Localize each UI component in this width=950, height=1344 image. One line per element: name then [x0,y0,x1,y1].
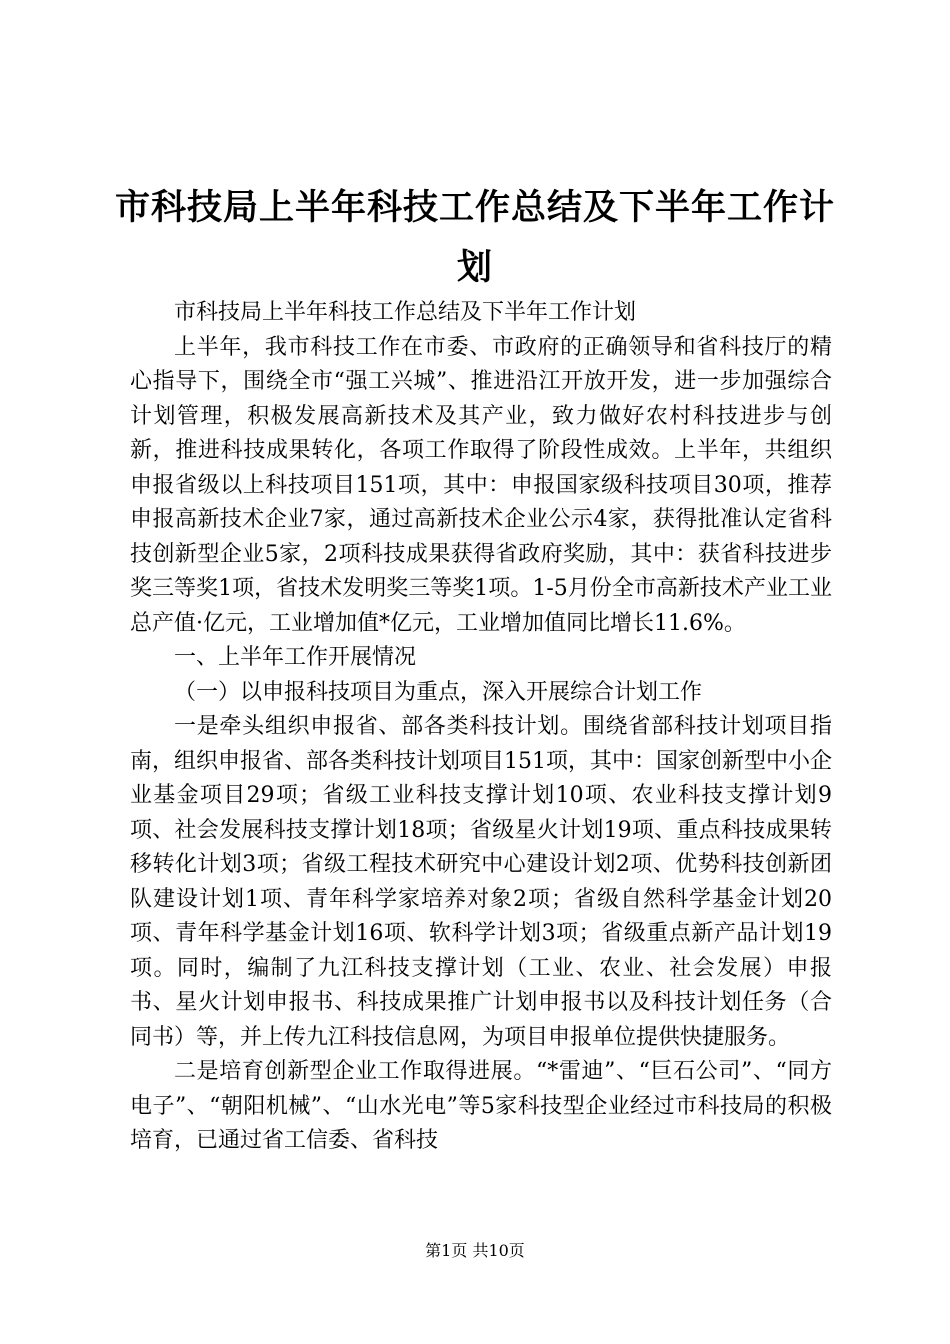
page-number-footer: 第1页 共10页 [425,1241,525,1260]
document-title: 市科技局上半年科技工作总结及下半年工作计划 [114,188,835,288]
body-paragraph-intro: 上半年，我市科技工作在市委、市政府的正确领导和省科技厅的精心指导下，围绕全市“强工兴城”、推进沿江开放开发，进一步加强综合计划管理，积极发展高新技术及其产业，致力做好农村科技进步与创新，推进科技成果转化，各项工作取得了阶段性成效。上半年，共组织申报省级以上科技项目151项，其中：申报国家级科技项目30项，推荐申报高新技术企业7家，通过高新技术企业公示4家，获得批准认定省科技创新型企业5家，2项科技成果获得省政府奖励，其中：获省科技进步奖三等奖1项，省技术发明奖三等奖1项。1-5月份全市高新技术产业工业总产值·亿元，工业增加值*亿元，工业增加值同比增长11.6%。 [130,334,832,636]
body-paragraph-item-1: 一是牵头组织申报省、部各类科技计划。围绕省部科技计划项目指南，组织申报省、部各类科技计划项目151项，其中：国家创新型中小企业基金项目29项；省级工业科技支撑计划10项、农业科技支撑计划9项、社会发展科技支撑计划18项；省级星火计划19项、重点科技成果转移转化计划3项；省级工程技术研究中心建设计划2项、优势科技创新团队建设计划1项、青年科学家培养对象2项；省级自然科学基金计划20项、青年科学基金计划16项、软科学计划3项；省级重点新产品计划19项。同时，编制了九江科技支撑计划（工业、农业、社会发展）申报书、星火计划申报书、科技成果推广计划申报书以及科技计划任务（合同书）等，并上传九江科技信息网，为项目申报单位提供快捷服务。 [130,714,832,1050]
body-paragraph-item-2: 二是培育创新型企业工作取得进展。“*雷迪”、“巨石公司”、“同方电子”、“朝阳机械”、“山水光电”等5家科技型企业经过市科技局的积极培育，已通过省工信委、省科技 [130,1059,832,1153]
subsection-heading: （一）以申报科技项目为重点，深入开展综合计划工作 [174,679,703,705]
body-paragraph-subtitle: 市科技局上半年科技工作总结及下半年工作计划 [174,300,637,325]
document-body [130,296,832,1159]
section-heading: 一、上半年工作开展情况 [174,645,417,670]
